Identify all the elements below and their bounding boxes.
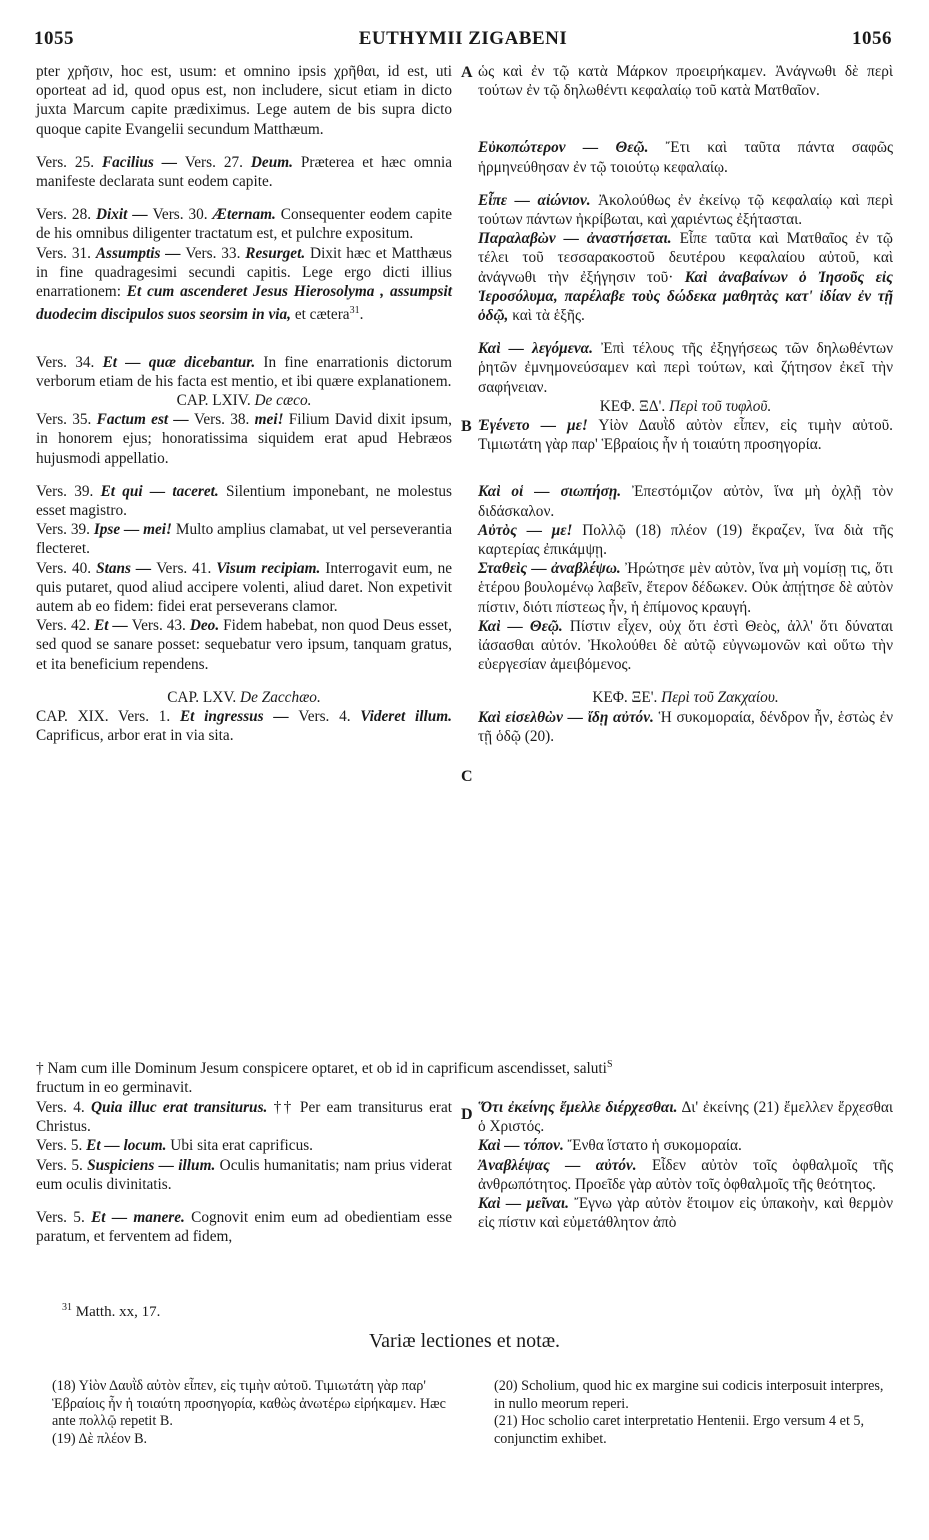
scripture-quote: Et cum ascenderet Jesus Hierosolyma , assumpsit duodecim discipulos suos seorsim in via, [36,283,452,324]
scripture-quote: Καὶ ἀναβαίνων ὁ Ἰησοῦς εἰς Ἱεροσόλυμα, παρέλαβε τοὺς δώδεκα μαθητὰς κατ' ἰδίαν ἐν τῇ ὁδῷ, [478,268,893,325]
chapter-heading [478,397,893,416]
running-title: EUTHYMII ZIGABENI [358,28,568,49]
note-item: (18) Υἱὸν Δαυῒδ αὐτὸν εἶπεν, εἰς τιμὴν αὐτοῦ. Τιμιωτάτη γὰρ παρ' Ἑβραίοις ἦν ἡ τοιαύτη προσηγορία, καθὼς ἀνωτέρω εἰρήκαμεν. Hæc ante πολλῷ repetit B. [52,1378,446,1429]
greek-paragraph [478,1194,893,1232]
margin-letter-b: B [461,418,472,435]
greek-text: καὶ τὰ ἑξῆς. [512,307,585,325]
greek-text: Ἔγνω γὰρ αὐτὸν ἕτοιμον εἰς ὑπακοὴν, καὶ θερμὸν εἰς πίστιν καὶ εὐμετάθλητον ἀπὸ [478,1195,894,1232]
latin-paragraph [36,482,452,520]
verse-incipit: Αὐτὸς — με! [478,521,573,539]
margin-letter-d: D [461,1106,473,1123]
greek-text: Πίστιν εἶχεν, οὐχ ὅτι ἐστὶ Θεὸς, ἀλλ' ὅτι δύναται ἰάσασθαι αὐτόν. Ἠκολούθει δὲ αὐτῷ εὐγνωμονῶν καὶ οὕτω τὴν εὐεργεσίαν ἀμειβόμενος. [478,617,893,674]
chapter-title: De cæco. [254,391,312,409]
greek-paragraph [478,1136,893,1155]
chapter-number: ΚΕΦ. ΞΔ'. [599,397,666,415]
latin-paragraph [36,410,452,468]
verse-incipit: Καὶ εἰσελθὼν — ἴδῃ αὐτόν. [478,708,654,726]
latin-text: pter χρῆσιν, hoc est, usum: et omnino ipsis χρῆθαι, id est, uti oporteat ad id, quod opus est, non includere, sicut etiam in dicto juxta Marcum capite prædiximus. Lege autem de bis supra dicto quoque capite Evangelii secundum Matthæum. [36,63,452,138]
verse-ref: Vers. 34. [36,353,95,371]
verse-ref: Vers. 5. [36,1137,83,1155]
verse-ref: Vers. 39. [36,521,90,539]
verse-incipit: Καὶ — μεῖναι. [478,1195,569,1213]
latin-paragraph: Vers. 31. Assumptis — Vers. 33. Resurget. Dixit hæc et Matthæus in fine quadragesimi secundi capitis. Lege ergo dicti illius enarrationem: Et cum ascenderet Jesus Hierosolyma , assumpsit duodecim discipulos suos seorsim in via, et cætera$^{31}$. [36,244,452,324]
verse-ref: Vers. 28. [36,206,92,224]
footnote-marker: 31 [349,305,360,317]
verse-ref: Vers. 41. [156,559,212,577]
latin-paragraph [36,1156,452,1194]
greek-paragraph [478,138,893,176]
greek-text: Ἐπεστόμιζον αὐτὸν, ἵνα μὴ ὀχλῇ τὸν διδάσκαλον. [478,483,893,520]
latin-column [36,62,452,745]
latin-paragraph [36,353,452,391]
verse-ref: Vers. 4. [298,707,351,725]
verse-ref: Vers. 5. [36,1156,83,1174]
verse-ref: Vers. 33. [185,244,241,262]
chapter-title: Περὶ τοῦ τυφλοῦ. [669,397,772,415]
greek-paragraph [478,482,893,520]
verse-incipit: Et — locum. [86,1137,167,1155]
verse-incipit: Deo. [189,617,220,635]
latin-text: Fidem habebat, non quod Deus esset, sed quod se sanare posset: sequebatur vero ipsum, tanquam gratus, et ita beneficium rependens. [36,617,452,673]
verse-incipit: Εἶπε — αἰώνιον. [478,191,591,209]
footnote-number: 31 [62,1302,72,1313]
latin-text: Interrogavit eum, ne quis putaret, quod aliud accipere volenti, aliud daret. Non expetivit autem ab eo fidem: fidei erat perseverans clamor. [36,559,453,615]
verse-ref: Vers. 39. [36,482,94,500]
footnote-marker: S [606,1059,613,1070]
latin-column-lower [36,1098,452,1246]
greek-paragraph [478,191,893,229]
verse-ref: CAP. XIX. Vers. 1. [36,707,171,725]
verse-incipit: Visum recipiam. [216,559,321,577]
verse-incipit: Assumptis — [95,244,186,262]
greek-text: Πολλῷ (18) πλέον (19) ἔκραζεν, ἵνα διὰ τῆς καρτερίας ἐπικάμψῃ. [478,521,893,559]
chapter-heading [36,688,452,707]
chapter-number: ΚΕΦ. ΞΕ'. [592,689,658,707]
verse-incipit: Suspiciens — illum. [87,1156,216,1174]
latin-text: Ubi sita erat caprificus. [170,1137,314,1155]
verse-incipit: Stans — [96,559,157,577]
greek-paragraph [478,708,893,746]
verse-incipit: Καὶ — λεγόμενα. [478,340,593,358]
verse-ref: Vers. 42. [36,617,91,635]
latin-text: Cognovit enim eum ad obedientiam esse paratum, et ferventem ad fidem, [36,1209,452,1246]
note-item: (20) Scholium, quod hic ex margine sui codicis interposuit interpres, in nullo meorum reperi. [494,1378,884,1412]
verse-ref: Vers. 25. [36,153,95,171]
running-header [34,28,892,54]
latin-text: et cætera [294,306,350,324]
latin-paragraph [36,1098,452,1136]
footnote-text: Matth. xx, 17. [75,1304,161,1320]
greek-paragraph [478,416,893,454]
latin-text: fructum in eo germinavit. [36,1079,193,1097]
verse-incipit: Et ingressus — [179,707,299,725]
latin-paragraph [36,205,452,243]
chapter-number: CAP. LXIV. [176,391,251,409]
verse-incipit: Ἀναβλέψας — αὐτόν. [478,1156,637,1174]
verse-incipit: Et — [94,617,132,635]
verse-incipit: Εὐκοπώτερον — Θεῷ. [478,139,649,157]
margin-letter-c: C [461,768,473,785]
verse-ref: Vers. 5. [36,1209,85,1227]
verse-incipit: Παραλαβὼν — ἀναστήσεται. [478,230,672,248]
latin-paragraph [36,1136,452,1155]
verse-incipit: Καὶ — τόπον. [478,1137,564,1155]
latin-paragraph [36,153,452,191]
footnote [62,1302,160,1321]
greek-paragraph [478,339,893,397]
chapter-heading [478,688,893,707]
verse-incipit: Καὶ οἱ — σιωπήσῃ. [478,483,622,501]
verse-incipit: Quia illuc erat transiturus. [90,1099,268,1116]
verse-incipit: Σταθεὶς — ἀναβλέψω. [478,560,621,578]
greek-paragraph [478,62,893,100]
greek-paragraph [478,521,893,559]
verse-incipit: Videret illum. [360,707,452,725]
latin-paragraph [36,1208,452,1246]
verse-incipit: Resurget. [245,244,306,262]
latin-paragraph [36,62,452,139]
greek-paragraph [478,559,893,617]
right-page-number: 1056 [852,28,892,49]
verse-ref: Vers. 35. [36,411,92,429]
latin-paragraph [36,616,452,674]
latin-text: Oculis humanitatis; nam prius viderat eum oculis divinitatis. [36,1156,452,1193]
latin-paragraph [36,520,452,558]
verse-ref: Vers. 31. [36,244,91,262]
latin-text: Caprificus, arbor erat in via sita. [36,727,234,745]
verse-incipit: Facilius — [101,153,185,171]
greek-text: Εἶδεν αὐτὸν τοῖς ὀφθαλμοῖς τῆς ἀνθρωπότητος. Προεῖδε γὰρ αὐτὸν τοῖς ὀφθαλμοῖς τῆς θεότητος. [478,1156,894,1193]
verse-incipit: Deum. [250,153,293,171]
greek-text: Ἀκολούθως ἐν ἐκείνῳ τῷ κεφαλαίῳ καὶ περὶ τούτων πάντων ἠκρίβωται, καὶ χαριέντως ἐξήτασται. [478,191,893,229]
verse-ref: Vers. 4. [36,1099,85,1116]
greek-text: Ἔτι καὶ ταῦτα πάντα σαφῶς ἡρμηνεύθησαν ἐν τῷ τοιούτῳ κεφαλαίῳ. [478,139,894,176]
verse-incipit: Et — manere. [91,1209,185,1227]
verse-ref: Vers. 40. [36,559,92,577]
greek-paragraph [478,1156,893,1194]
greek-text: Εἶπε ταῦτα καὶ Ματθαῖος ἐν τῷ τέλει τοῦ τεσσαρακοστοῦ δευτέρου κεφαλαίου αὐτοῦ, καὶ ἀνάγνωθι τὴν ἐξήγησιν τοῦ· [478,230,893,286]
greek-column-lower [478,1098,893,1232]
verse-incipit: Et — quæ dicebantur. [102,353,256,371]
greek-text: Υἱὸν Δαυῒδ αὐτὸν εἶπεν, εἰς τιμὴν αὐτοῦ. Τιμιωτάτη γὰρ παρ' Ἑβραίοις ἦν ἡ τοιαύτη προσηγορία. [478,417,893,454]
chapter-title: Περὶ τοῦ Ζακχαίου. [661,689,779,707]
verse-incipit: Ἐγένετο — με! [478,417,588,435]
greek-paragraph [478,1098,893,1136]
latin-text: Multo amplius clamabat, ut vel perseverantia flecteret. [36,521,453,558]
full-width-line [36,1055,894,1098]
greek-column [478,62,893,746]
greek-text: Ἔνθα ἵστατο ἡ συκομοραία. [567,1137,742,1155]
chapter-number: CAP. LXV. [167,688,237,706]
notes-right-column [494,1378,894,1448]
verse-incipit: Ipse — mei! [93,521,173,539]
latin-paragraph [36,559,452,617]
note-item: (21) Hoc scholio caret interpretatio Hentenii. Ergo versum 4 et 5, conjunctim exhibet. [494,1413,865,1447]
notes-left-column [52,1378,452,1448]
note-item: (19) Δὲ πλέον B. [52,1430,148,1447]
verse-incipit: Καὶ — Θεῷ. [478,617,563,635]
latin-text: Dixit hæc et Matthæus in fine quadragesimi secundi capitis. Lege ergo dicti illius enarrationem: [36,244,452,301]
verse-ref: Vers. 27. [184,153,243,171]
verse-incipit: Ὅτι ἐκείνης ἔμελλε διέρχεσθαι. [478,1099,678,1116]
latin-text: Filium David dixit ipsum, in honorem ejus; honoratissima siquidem erat apud Hebræos hujusmodi appellatio. [36,411,452,467]
notes-title: Variæ lectiones et notæ. [368,1330,561,1352]
verse-incipit: Et qui — taceret. [100,482,219,500]
greek-text: Ἐπὶ τέλους τῆς ἐξηγήσεως τῶν δηλωθέντων ῥητῶν ἐμνημονεύσαμεν καὶ περὶ τούτων, καὶ ζήτησον ἐκεῖ τὴν σαφήνειαν. [478,340,894,396]
latin-text: Silentium imponebant, ne molestus esset magistro. [36,482,452,519]
verse-ref: Vers. 43. [131,617,186,635]
latin-text: †† Per eam transiturus erat Christus. [36,1099,453,1136]
latin-text: In fine enarrationis dictorum verborum etiam de his facta est mentio, et ibi quære explanationem. [36,353,452,390]
greek-paragraph [478,229,893,325]
greek-text: Ἠρώτησε μὲν αὐτὸν, ἵνα μὴ νομίσῃ τις, ὅτι ἑτέρου βουλομένῳ λαβεῖν, ἕτερον δέδωκεν. Οὐκ ἀπῄτησε δὲ αὐτὸν πίστιν, διότι πίστεως ἦν, ἡ ἐπίμονος κραυγή. [478,560,894,616]
latin-text: Præterea et hæc omnia manifeste declarata sunt eodem capite. [36,153,453,191]
greek-text: Ἡ συκομοραία, δένδρον ἦν, ἑστὼς ἐν τῇ ὁδῷ (20). [478,708,893,745]
verse-incipit: Dixit — [95,206,153,224]
greek-text: Δι' ἐκείνης (21) ἔμελλεν ἔρχεσθαι ὁ Χριστός. [478,1099,893,1136]
verse-ref: Vers. 30. [152,206,208,224]
chapter-heading [36,391,452,410]
verse-incipit: mei! [254,411,284,429]
verse-incipit: Æternam. [212,206,276,224]
verse-ref: Vers. 38. [193,411,250,429]
latin-paragraph [36,707,452,745]
left-page-number: 1055 [34,28,74,49]
latin-text: Consequenter eodem capite de his omnibus diligenter tractatum est, et pulchre expositum. [36,206,453,243]
latin-text: † Nam cum ille Dominum Jesum conspicere optaret, et ob id in caprificum ascendisset, saluti [36,1060,607,1078]
chapter-title: De Zacchæo. [240,688,321,706]
greek-paragraph [478,617,893,675]
margin-letter-a: A [461,64,473,81]
greek-text: ὡς καὶ ἐν τῷ κατὰ Μάρκον προειρήκαμεν. Ἀνάγνωθι δὲ περὶ τούτων ἐν τῷ δηλωθέντι κεφαλαίῳ τοῦ κατὰ Ματθαῖον. [478,63,893,100]
verse-incipit: Factum est — [96,411,194,429]
